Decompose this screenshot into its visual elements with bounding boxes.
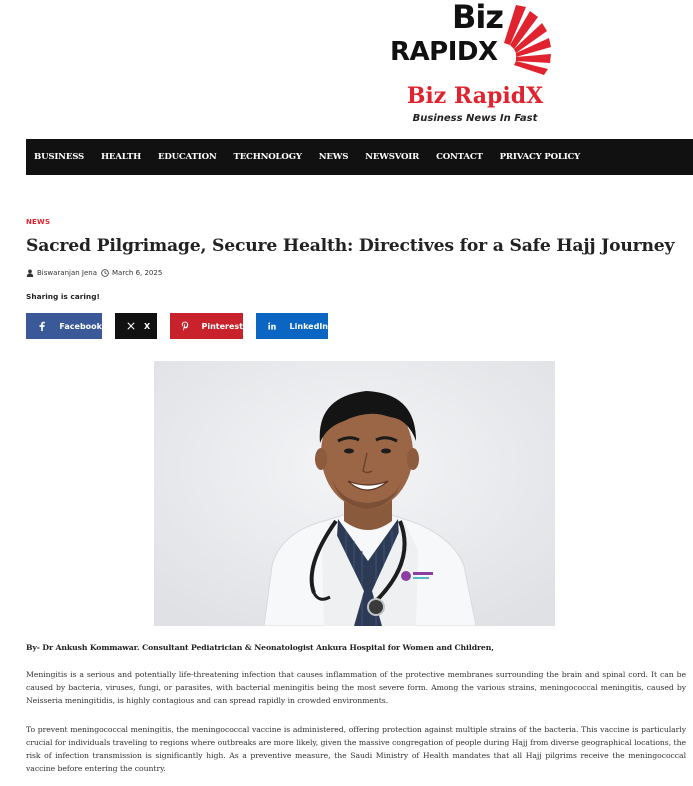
logo-word-rapidx: RAPIDX xyxy=(390,37,498,67)
share-pinterest-label: Pinterest xyxy=(201,321,243,331)
facebook-icon xyxy=(31,321,52,331)
share-x-button[interactable] xyxy=(115,313,157,339)
site-title[interactable]: Biz RapidX xyxy=(406,83,544,109)
article-featured-image xyxy=(154,361,555,626)
pinterest-icon xyxy=(175,321,194,331)
site-tagline: Business News In Fast xyxy=(412,113,538,124)
site-logo[interactable] xyxy=(390,0,555,75)
nav-item-technology[interactable]: TECHNOLOGY xyxy=(233,152,302,162)
sharing-label: Sharing is caring! xyxy=(26,292,100,301)
nav-item-newsvoir[interactable]: NEWSVOIR xyxy=(365,152,420,162)
author-link[interactable]: Biswaranjan Jena xyxy=(37,269,98,277)
logo-word-biz: Biz xyxy=(452,0,503,36)
nav-item-contact[interactable]: CONTACT xyxy=(436,152,483,162)
article-headline: Sacred Pilgrimage, Secure Health: Directives for a Safe Hajj Journey xyxy=(26,236,675,256)
nav-item-news[interactable]: NEWS xyxy=(318,152,349,162)
linkedin-icon xyxy=(261,322,283,330)
share-linkedin-label: LinkedIn xyxy=(289,321,328,331)
doctor-portrait-image xyxy=(154,361,555,626)
x-icon xyxy=(120,322,142,330)
article-meta xyxy=(26,269,162,277)
share-facebook-button[interactable] xyxy=(26,313,102,339)
article-byline: By- Dr Ankush Kommawar. Consultant Pediatrician & Neonatologist Ankura Hospital for Women and Children, xyxy=(26,643,494,652)
share-pinterest-button[interactable] xyxy=(170,313,243,339)
main-navigation xyxy=(26,139,693,175)
nav-item-business[interactable]: BUSINESS xyxy=(34,152,85,162)
publish-date: March 6, 2025 xyxy=(112,269,163,277)
logo-burst-icon xyxy=(496,3,554,75)
user-icon xyxy=(26,269,34,277)
share-x-label: X xyxy=(144,321,151,331)
share-linkedin-button[interactable] xyxy=(256,313,328,339)
article-paragraph: Meningitis is a serious and potentially life-threatening infection that causes inflammation of the protective membranes surrounding the brain and spinal cord. It can be caused by bacteria, viruses, fungi, or parasites, with bacterial meningitis being the most severe form. Among the various strains, meningococcal meningitis, caused by Neisseria meningitidis, is highly contagious and can spread rapidly in crowded environments. xyxy=(26,670,686,705)
nav-item-health[interactable]: HEALTH xyxy=(101,152,142,162)
article-paragraph: To prevent meningococcal meningitis, the meningococcal vaccine is administered, offering protection against multiple strains of the bacteria. This vaccine is particularly crucial for individuals traveling to regions where outbreaks are more likely, given the massive congregation of people during Hajj from diverse geographical locations, the risk of infection transmission is significantly high. As a preventive measure, the Saudi Ministry of Health mandates that all Hajj pilgrims receive the meningococcal vaccine before entering the country. xyxy=(26,725,686,773)
share-facebook-label: Facebook xyxy=(59,321,102,331)
nav-item-privacy-policy[interactable]: PRIVACY POLICY xyxy=(499,152,581,162)
nav-item-education[interactable]: EDUCATION xyxy=(158,152,217,162)
category-link[interactable]: NEWS xyxy=(26,218,51,226)
clock-icon xyxy=(101,269,109,277)
